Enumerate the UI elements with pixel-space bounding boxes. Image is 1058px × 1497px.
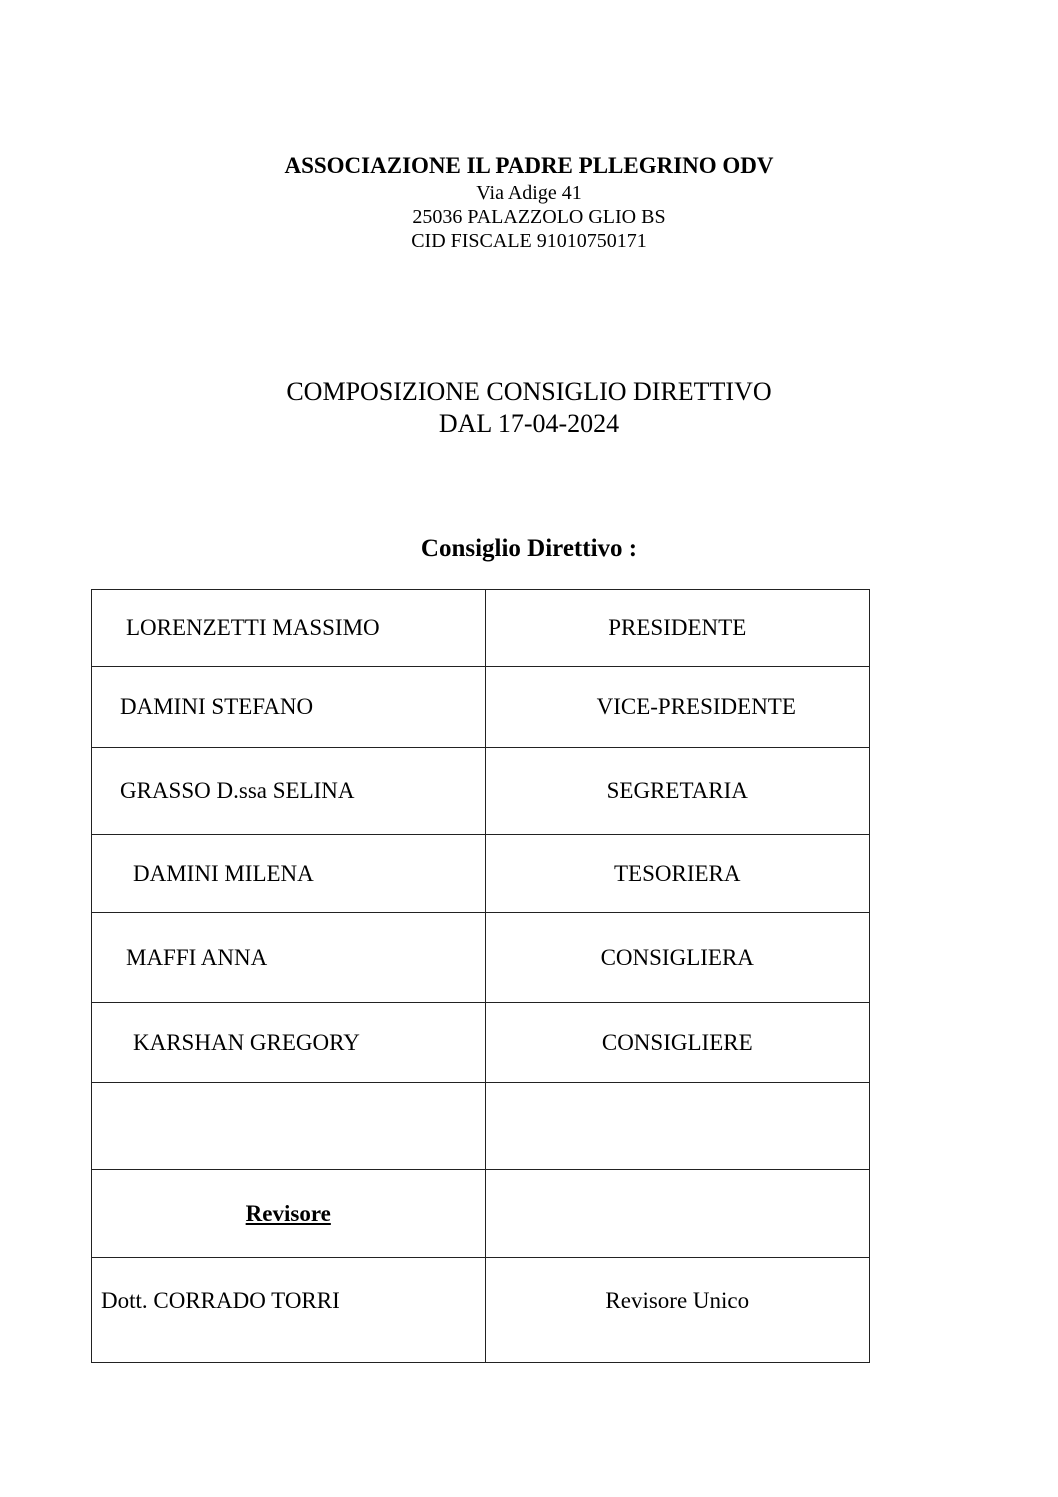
section-title: Consiglio Direttivo : bbox=[420, 535, 638, 562]
title-line-1: COMPOSIZIONE CONSIGLIO DIRETTIVO bbox=[286, 377, 772, 406]
member-name-cell bbox=[92, 1083, 486, 1170]
auditor-name-cell bbox=[92, 1258, 486, 1363]
address-street: Via Adige 41 bbox=[476, 182, 582, 204]
document-title bbox=[0, 376, 1058, 440]
member-role: CONSIGLIERE bbox=[601, 1029, 753, 1055]
member-role: SEGRETARIA bbox=[606, 778, 748, 803]
member-role: TESORIERA bbox=[614, 860, 741, 886]
member-role-cell bbox=[485, 590, 870, 667]
table-row bbox=[92, 590, 870, 667]
auditor-row bbox=[92, 1258, 870, 1363]
auditor-heading-row bbox=[92, 1170, 870, 1258]
organization-name: ASSOCIAZIONE IL PADRE PLLEGRINO ODV bbox=[284, 153, 774, 178]
member-name-cell bbox=[92, 667, 486, 748]
table-row bbox=[92, 748, 870, 835]
auditor-role-cell bbox=[485, 1258, 870, 1363]
member-name: DAMINI MILENA bbox=[133, 860, 314, 886]
member-role: CONSIGLIERA bbox=[600, 944, 754, 970]
auditor-heading-empty-cell bbox=[485, 1170, 870, 1258]
member-role-cell bbox=[485, 748, 870, 835]
auditor-heading: Revisore bbox=[245, 1200, 331, 1226]
member-name-cell bbox=[92, 913, 486, 1003]
member-name-cell bbox=[92, 835, 486, 913]
member-role: PRESIDENTE bbox=[608, 615, 747, 640]
table-row bbox=[92, 913, 870, 1003]
member-role-cell bbox=[485, 667, 870, 748]
table-row bbox=[92, 1003, 870, 1083]
member-role-cell bbox=[485, 1083, 870, 1170]
member-name-cell bbox=[92, 590, 486, 667]
auditor-name: Dott. CORRADO TORRI bbox=[101, 1288, 340, 1313]
member-name-cell bbox=[92, 748, 486, 835]
member-name: KARSHAN GREGORY bbox=[133, 1029, 360, 1055]
member-name: LORENZETTI MASSIMO bbox=[126, 615, 380, 640]
member-role-cell bbox=[485, 1003, 870, 1083]
document-header bbox=[0, 151, 1058, 253]
table-row-empty bbox=[92, 1083, 870, 1170]
member-name: DAMINI STEFANO bbox=[120, 694, 314, 719]
address-city: 25036 PALAZZOLO GLIO BS bbox=[412, 206, 666, 228]
table-row bbox=[92, 835, 870, 913]
auditor-role: Revisore Unico bbox=[605, 1288, 750, 1313]
table-row bbox=[92, 667, 870, 748]
member-name: MAFFI ANNA bbox=[126, 944, 268, 970]
board-table bbox=[91, 589, 870, 1363]
tax-code: CID FISCALE 91010750171 bbox=[411, 230, 647, 252]
member-role-cell bbox=[485, 835, 870, 913]
member-role: VICE-PRESIDENTE bbox=[596, 694, 796, 719]
title-line-2: DAL 17-04-2024 bbox=[438, 409, 620, 438]
member-name: GRASSO D.ssa SELINA bbox=[120, 778, 355, 803]
member-role-cell bbox=[485, 913, 870, 1003]
member-name-cell bbox=[92, 1003, 486, 1083]
auditor-heading-cell bbox=[92, 1170, 486, 1258]
